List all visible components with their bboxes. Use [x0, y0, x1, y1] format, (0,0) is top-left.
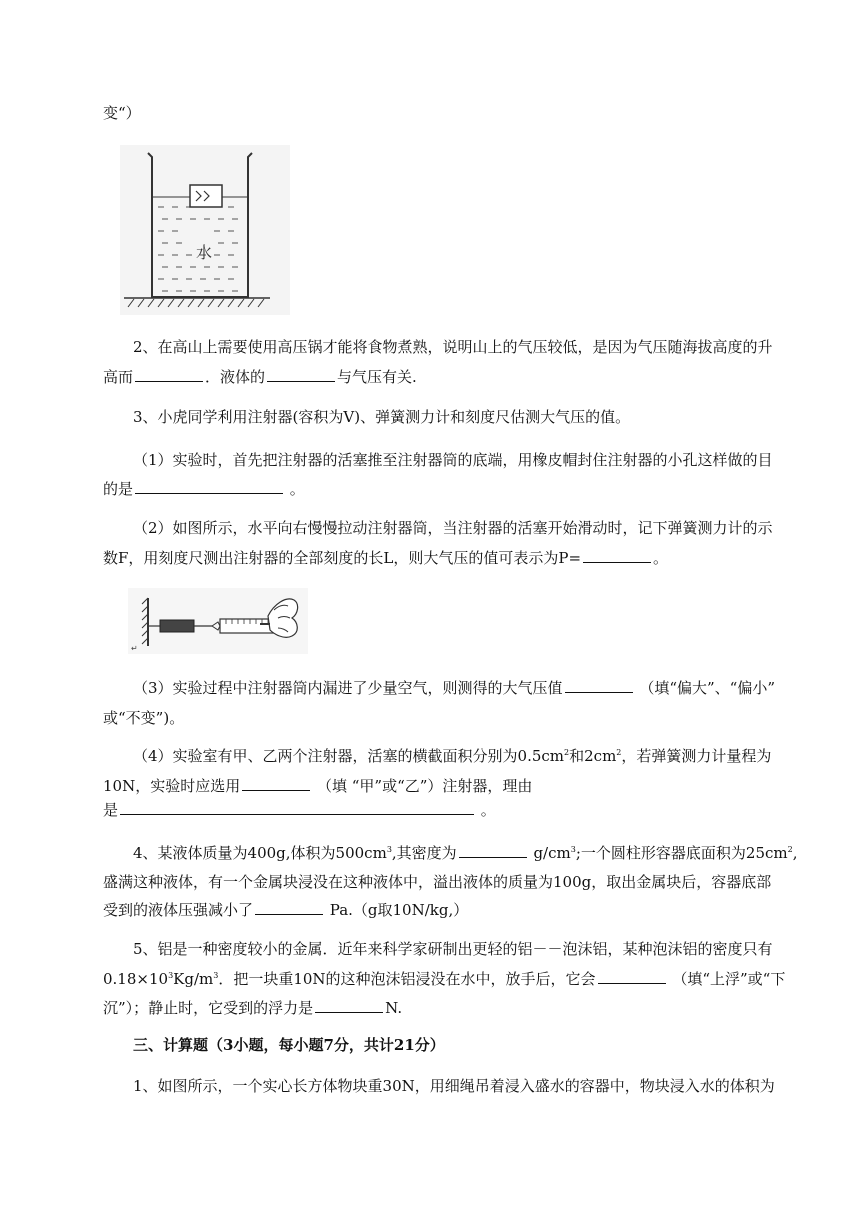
question-3-3-line-1: （3）实验过程中注射器筒内漏进了少量空气，则测得的大气压值 （填“偏大”、“偏小”: [133, 679, 775, 697]
section-3-heading: 三、计算题（3小题，每小题7分，共计21分）: [133, 1036, 445, 1054]
question-3-2-line-2: 数F，用刻度尺测出注射器的全部刻度的长L，则大气压的值可表示为P= 。: [103, 549, 669, 567]
text-line: 变“）: [103, 104, 141, 122]
syringe-figure: [128, 588, 308, 654]
answer-blank[interactable]: [120, 800, 474, 815]
question-2-line-1: 2、在高山上需要使用高压锅才能将食物煮熟，说明山上的气压较低，是因为气压随海拔高度的升: [133, 338, 773, 356]
calc-1-line-1: 1、如图所示，一个实心长方体物块重30N，用细绳吊着浸入盛水的容器中，物块浸入水的体积为: [133, 1077, 775, 1095]
answer-blank[interactable]: [242, 776, 310, 791]
answer-blank[interactable]: [315, 998, 383, 1013]
answer-blank[interactable]: [135, 367, 203, 382]
question-5-line-1: 5、铝是一种密度较小的金属．近年来科学家研制出更轻的铝－－泡沫铝，某种泡沫铝的密度只有: [133, 940, 773, 958]
beaker-figure: [120, 145, 290, 315]
question-4-line-2: 盛满这种液体，有一个金属块浸没在这种液体中，溢出液体的质量为100g，取出金属块后，容器底部: [103, 873, 772, 891]
question-3-4-line-3: 是 。: [103, 801, 496, 819]
question-5-line-2: $0.18\times 10^3Kg/m^3$．把一块重10N的这种泡沫铝浸没在水中，放手后，它会 （填“上浮”或“下: [103, 970, 786, 988]
answer-blank[interactable]: [565, 678, 633, 693]
question-3-3-line-2: 或“不变”)。: [103, 709, 185, 727]
answer-blank[interactable]: [255, 900, 323, 915]
answer-blank[interactable]: [267, 367, 335, 382]
question-2-line-2: 高而 ．液体的 与气压有关.: [103, 368, 417, 386]
question-3-4-line-1: （4）实验室有甲、乙两个注射器，活塞的横截面积分别为$0.5cm^2$和$2cm^2$，若弹簧测力计量程为: [133, 747, 772, 765]
answer-blank[interactable]: [583, 548, 651, 563]
answer-blank[interactable]: [135, 479, 283, 494]
question-3-stem: 3、小虎同学利用注射器(容积为V)、弹簧测力计和刻度尺估测大气压的值。: [133, 408, 631, 426]
question-3-4-line-2: 10N，实验时应选用 （填 “甲”或“乙”）注射器，理由: [103, 777, 533, 795]
question-3-1-line-2: 的是 。: [103, 480, 305, 498]
water-label: 水: [196, 243, 213, 262]
question-3-1-line-1: （1）实验时，首先把注射器的活塞推至注射器筒的底端，用橡皮帽封住注射器的小孔这样做的目: [133, 451, 773, 469]
question-3-2-line-1: （2）如图所示，水平向右慢慢拉动注射器筒，当注射器的活塞开始滑动时，记下弹簧测力计的示: [133, 519, 773, 537]
question-4-line-3: 受到的液体压强减小了 Pa.（g取10N/kg,）: [103, 901, 469, 919]
answer-blank[interactable]: [598, 969, 666, 984]
svg-text:↵: ↵: [131, 644, 138, 653]
answer-blank[interactable]: [459, 843, 527, 858]
question-4-line-1: 4、某液体质量为400g,体积为$500cm^3$,其密度为 $g/cm^3$;一个圆柱形容器底面积为$25cm^2$,: [133, 844, 798, 862]
question-5-line-3: 沉”）；静止时，它受到的浮力是 N.: [103, 999, 403, 1017]
